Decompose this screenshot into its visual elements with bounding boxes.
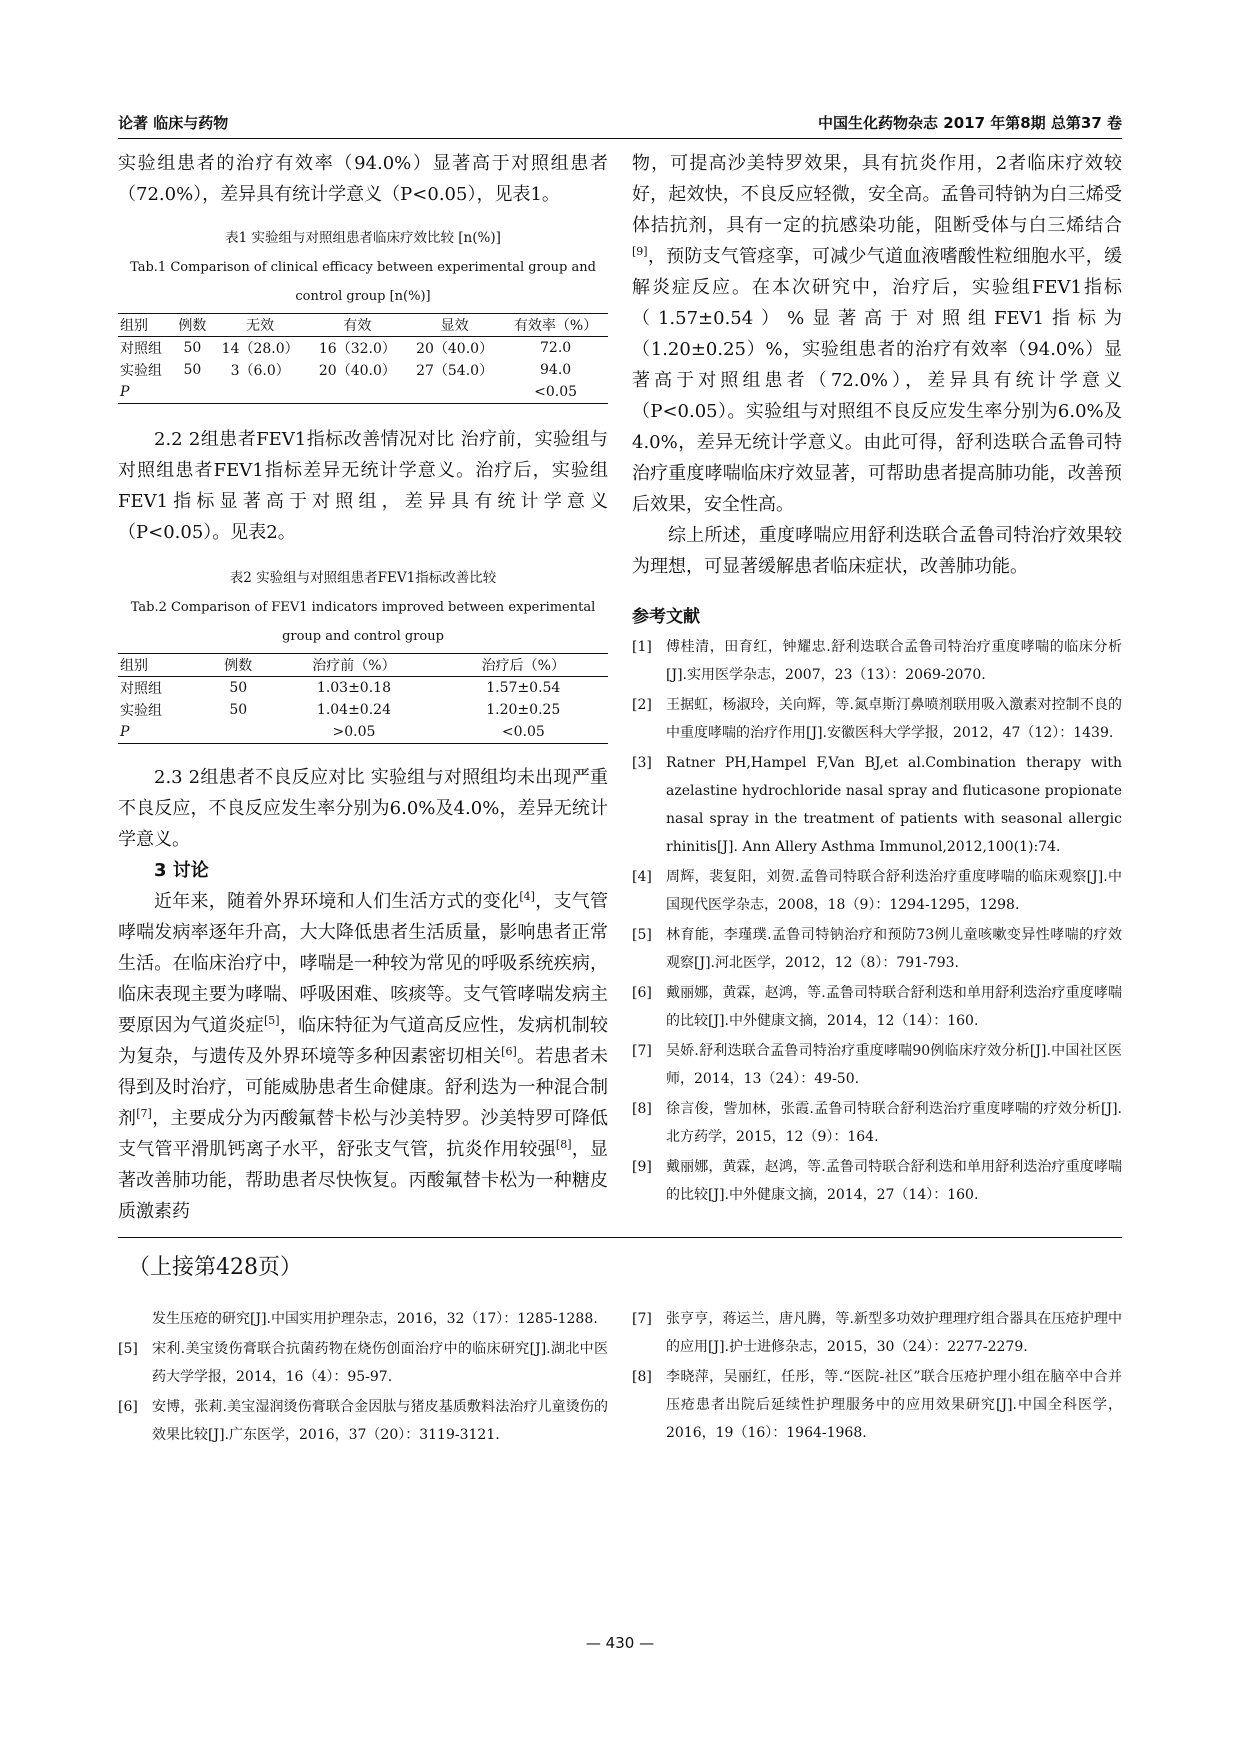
table1-caption-cn: 表1 实验组与对照组患者临床疗效比较 [n(%)] [225, 230, 501, 246]
reference-text: 李晓萍，吴丽红，任彤，等.“医院-社区”联合压疮护理小组在脑卒中合并压疮患者出院后延续性护理服务中的应用效果研究[J].中国全科医学，2016，19（16）：1964-1968. [666, 1369, 1122, 1441]
reference-item [632, 863, 1122, 919]
discussion-text: 物，可提高沙美特罗效果，具有抗炎作用，2者临床疗效较好，起效快，不良反应轻微，安全高。孟鲁司特钠为白三烯受体拮抗剂，具有一定的抗感染功能，阻断受体与白三烯结合 [632, 153, 1122, 236]
reference-item [632, 1153, 1122, 1209]
table-cell: 20（40.0） [416, 341, 494, 357]
reference-item [632, 979, 1122, 1035]
reference-text: 宋利.美宝烫伤膏联合抗菌药物在烧伤创面治疗中的临床研究[J].湖北中医药大学学报，2014，16（4）：95-97. [152, 1341, 608, 1385]
reference-text: 张亨亨，蒋运兰，唐凡腾，等.新型多功效护理理疗组合器具在压疮护理中的应用[J].护士进修杂志，2015，30（24）：2277-2279. [666, 1311, 1122, 1355]
reference-text: 林育能，李瑾璞.孟鲁司特钠治疗和预防73例儿童咳嗽变异性哮喘的疗效观察[J].河北医学，2012，12（8）：791-793. [666, 927, 1122, 971]
reference-text: 周辉，裴复阳，刘贺.孟鲁司特联合舒利迭治疗重度哮喘的临床观察[J].中国现代医学杂志，2008，18（9）：1294-1295，1298. [666, 869, 1122, 913]
table-cell: 50 [183, 362, 202, 378]
table-row [118, 359, 608, 381]
section-2-3: 2.3 2组患者不良反应对比 实验组与对照组均未出现严重不良反应，不良反应发生率分别为6.0%及4.0%，差异无统计学意义。 [118, 767, 608, 850]
table2-caption-en: Tab.2 Comparison of FEV1 indicators improved between experimental group and control group [130, 600, 596, 644]
table-row [118, 677, 608, 700]
table-cell: 实验组 [120, 703, 162, 719]
table1-caption-en: Tab.1 Comparison of clinical efficacy between experimental group and control group [n(%)] [130, 260, 596, 304]
reference-text: 傅桂清，田育红，钟耀忠.舒利迭联合孟鲁司特治疗重度哮喘的临床分析[J].实用医学杂志，2007，23（13）：2069-2070. [666, 639, 1122, 683]
page-number: — 430 — [585, 1634, 655, 1652]
table-cell: 27（54.0） [416, 363, 494, 379]
reference-number: [8] [632, 1369, 652, 1385]
table-cell [309, 381, 406, 404]
citation: [8] [555, 1138, 572, 1151]
table-cell: 对照组 [120, 681, 162, 697]
table-cell: 50 [229, 680, 248, 696]
reference-text: 安博，张莉.美宝湿润烫伤膏联合金因肽与猪皮基质敷料法治疗儿童烫伤的效果比较[J].广东医学，2016，37（20）：3119-3121. [152, 1399, 608, 1443]
reference-item [118, 1335, 608, 1391]
section-3-heading: 3 讨论 [154, 860, 209, 881]
reference-item [632, 1363, 1122, 1447]
reference-text: Ratner PH,Hampel F,Van BJ,et al.Combination therapy with azelastine hydrochloride nasal spray and fluticasone propionate nasal spray in the treatment of patients with seasonal allergic rhinitis[J]. Ann Allery Asthma Immunol,2012,100(1):74. [666, 755, 1122, 855]
discussion-text: ，主要成分为丙酸氟替卡松与沙美特罗。沙美特罗可降低支气管平滑肌钙离子水平，舒张支气管，抗炎作用较强 [118, 1108, 609, 1160]
table-header-cell: 组别 [118, 314, 173, 337]
table-cell: P [120, 724, 130, 740]
reference-number: [5] [632, 927, 652, 943]
table-cell: 对照组 [120, 341, 162, 357]
table-cell [173, 381, 211, 404]
discussion-continued [632, 148, 1122, 520]
reference-text: 戴丽娜，黄霖，赵鸿，等.孟鲁司特联合舒利迭和单用舒利迭治疗重度哮喘的比较[J].中外健康文摘，2014，27（14）：160. [666, 1159, 1122, 1203]
section-2-2: 2.2 2组患者FEV1指标改善情况对比 治疗前，实验组与对照组患者FEV1指标差异无统计学意义。治疗后，实验组FEV1指标显著高于对照组，差异具有统计学意义（P<0.05）。见表2。 [118, 429, 608, 543]
table-cell: 实验组 [120, 363, 162, 379]
reference-item [118, 1305, 608, 1333]
table-cell: 50 [183, 340, 202, 356]
reference-item [632, 691, 1122, 747]
results-intro: 实验组患者的治疗有效率（94.0%）显著高于对照组患者（72.0%），差异具有统计学意义（P<0.05），见表1。 [118, 153, 608, 205]
table-cell: 1.04±0.24 [316, 702, 391, 718]
header-section: 论著 临床与药物 [118, 114, 229, 132]
right-column [632, 148, 1122, 1211]
table-cell: 1.57±0.54 [486, 680, 561, 696]
table-header-cell: 无效 [212, 314, 309, 337]
reference-number: [3] [632, 755, 652, 771]
table-cell [212, 381, 309, 404]
table-header-cell: 显效 [406, 314, 503, 337]
table-cell: 16（32.0） [318, 341, 396, 357]
discussion-text: 近年来，随着外界环境和人们生活方式的变化 [154, 891, 520, 912]
reference-item [632, 921, 1122, 977]
table-cell: 72.0 [540, 340, 572, 356]
reference-number: [1] [632, 639, 652, 655]
reference-item [632, 1305, 1122, 1361]
reference-number: [9] [632, 1159, 652, 1175]
table-cell: P [120, 384, 130, 400]
reference-number: [2] [632, 697, 652, 713]
reference-number: [8] [632, 1101, 652, 1117]
table-header-cell: 治疗前（%） [269, 654, 438, 677]
reference-text: 戴丽娜，黄霖，赵鸿，等.孟鲁司特联合舒利迭和单用舒利迭治疗重度哮喘的比较[J].中外健康文摘，2014，12（14）：160. [666, 985, 1122, 1029]
reference-number: [6] [118, 1399, 138, 1415]
references-heading: 参考文献 [632, 607, 700, 627]
citation: [9] [632, 245, 648, 258]
table-cell: 1.03±0.18 [316, 680, 391, 696]
continued-refs-left [118, 1305, 608, 1451]
reference-text: 王据虹，杨淑玲，关向辉，等.氮卓斯汀鼻喷剂联用吸入激素对控制不良的中重度哮喘的治疗作用[J].安徽医科大学学报，2012，47（12）：1439. [666, 697, 1122, 741]
section-divider [118, 1237, 1122, 1238]
reference-list [632, 633, 1122, 1209]
citation: [4] [519, 890, 535, 903]
table-cell [207, 721, 269, 744]
discussion-text: ，支气管哮喘发病率逐年升高，大大降低患者生活质量，影响患者正常生活。在临床治疗中，哮喘是一种较为常见的呼吸系统疾病，临床表现主要为哮喘、呼吸困难、咳痰等。支气管哮喘发病主要原因为气道炎症 [118, 891, 609, 1036]
conclusion-paragraph: 综上所述，重度哮喘应用舒利迭联合孟鲁司特治疗效果较为理想，可显著缓解患者临床症状，改善肺功能。 [632, 525, 1122, 577]
discussion-text: ，显著改善肺功能，帮助患者尽快恢复。丙酸氟替卡松为一种糖皮质激素药 [118, 1139, 609, 1222]
table-row [118, 337, 608, 360]
discussion-text: ，临床特征为气道高反应性，发病机制较为复杂，与遗传及外界环境等多种因素密切相关 [118, 1015, 609, 1067]
reference-number: [7] [632, 1311, 652, 1327]
reference-item [632, 633, 1122, 689]
table-cell: 50 [229, 702, 248, 718]
table-row [118, 699, 608, 721]
running-header [118, 112, 1122, 139]
discussion-text: 。若患者未得到及时治疗，可能威胁患者生命健康。舒利迭为一种混合制剂 [118, 1046, 608, 1129]
table-row [118, 721, 608, 744]
table-cell: 3（6.0） [230, 363, 290, 379]
table-cell [406, 381, 503, 404]
table-cell: 14（28.0） [221, 341, 299, 357]
table-row [118, 381, 608, 404]
table-cell: 1.20±0.25 [486, 702, 561, 718]
table-header-row [118, 314, 608, 337]
table-cell: <0.05 [501, 724, 545, 740]
reference-text: 发生压疮的研究[J].中国实用护理杂志，2016，32（17）：1285-1288. [152, 1311, 598, 1327]
table2-caption-cn: 表2 实验组与对照组患者FEV1指标改善比较 [229, 570, 497, 586]
table-header-cell: 例数 [173, 314, 211, 337]
table-cell: <0.05 [534, 384, 578, 400]
reference-text: 吴娇.舒利迭联合孟鲁司特治疗重度哮喘90例临床疗效分析[J].中国社区医师，2014，13（24）：49-50. [666, 1043, 1122, 1087]
table-cell: >0.05 [332, 724, 376, 740]
reference-item [632, 1095, 1122, 1151]
reference-text: 徐言俊，訾加林，张霞.孟鲁司特联合舒利迭治疗重度哮喘的疗效分析[J].北方药学，2015，12（9）：164. [666, 1101, 1122, 1145]
citation: [6] [501, 1045, 517, 1058]
table-cell: 20（40.0） [318, 363, 396, 379]
reference-item [118, 1393, 608, 1449]
table-cell: 94.0 [540, 362, 572, 378]
citation: [7] [136, 1107, 152, 1120]
table-header-cell: 例数 [207, 654, 269, 677]
reference-item [632, 749, 1122, 861]
reference-number: [7] [632, 1043, 652, 1059]
discussion-text: ，预防支气管痉挛，可减少气道血液嗜酸性粒细胞水平，缓解炎症反应。在本次研究中，治疗后，实验组FEV1指标（1.57±0.54）%显著高于对照组FEV1指标为（1.20±0.25）%，实验组患者的治疗有效率（94.0%）显著高于对照组患者（72.0%），差异具有统计学意义（P<0.05）。实验组与对照组不良反应发生率分别为6.0%及4.0%，差异无统计学意义。由此可得，舒利迭联合孟鲁司特治疗重度哮喘临床疗效显著，可帮助患者提高肺功能，改善预后效果，安全性高。 [632, 246, 1122, 515]
table-header-cell: 治疗后（%） [439, 654, 608, 677]
table-header-cell: 有效 [309, 314, 406, 337]
table2 [118, 653, 608, 744]
citation: [5] [263, 1014, 280, 1027]
discussion-paragraph [118, 886, 608, 1227]
continued-refs-right [632, 1305, 1122, 1449]
reference-item [632, 1037, 1122, 1093]
continued-from-label: （上接第428页） [128, 1255, 302, 1280]
table1 [118, 313, 608, 404]
reference-number: [4] [632, 869, 652, 885]
header-journal: 中国生化药物杂志 2017 年第8期 总第37 卷 [818, 114, 1122, 132]
left-column [118, 148, 608, 1227]
table-header-cell: 组别 [118, 654, 207, 677]
table-header-row [118, 654, 608, 677]
reference-number: [5] [118, 1341, 138, 1357]
reference-number: [6] [632, 985, 652, 1001]
table-header-cell: 有效率（%） [503, 314, 608, 337]
